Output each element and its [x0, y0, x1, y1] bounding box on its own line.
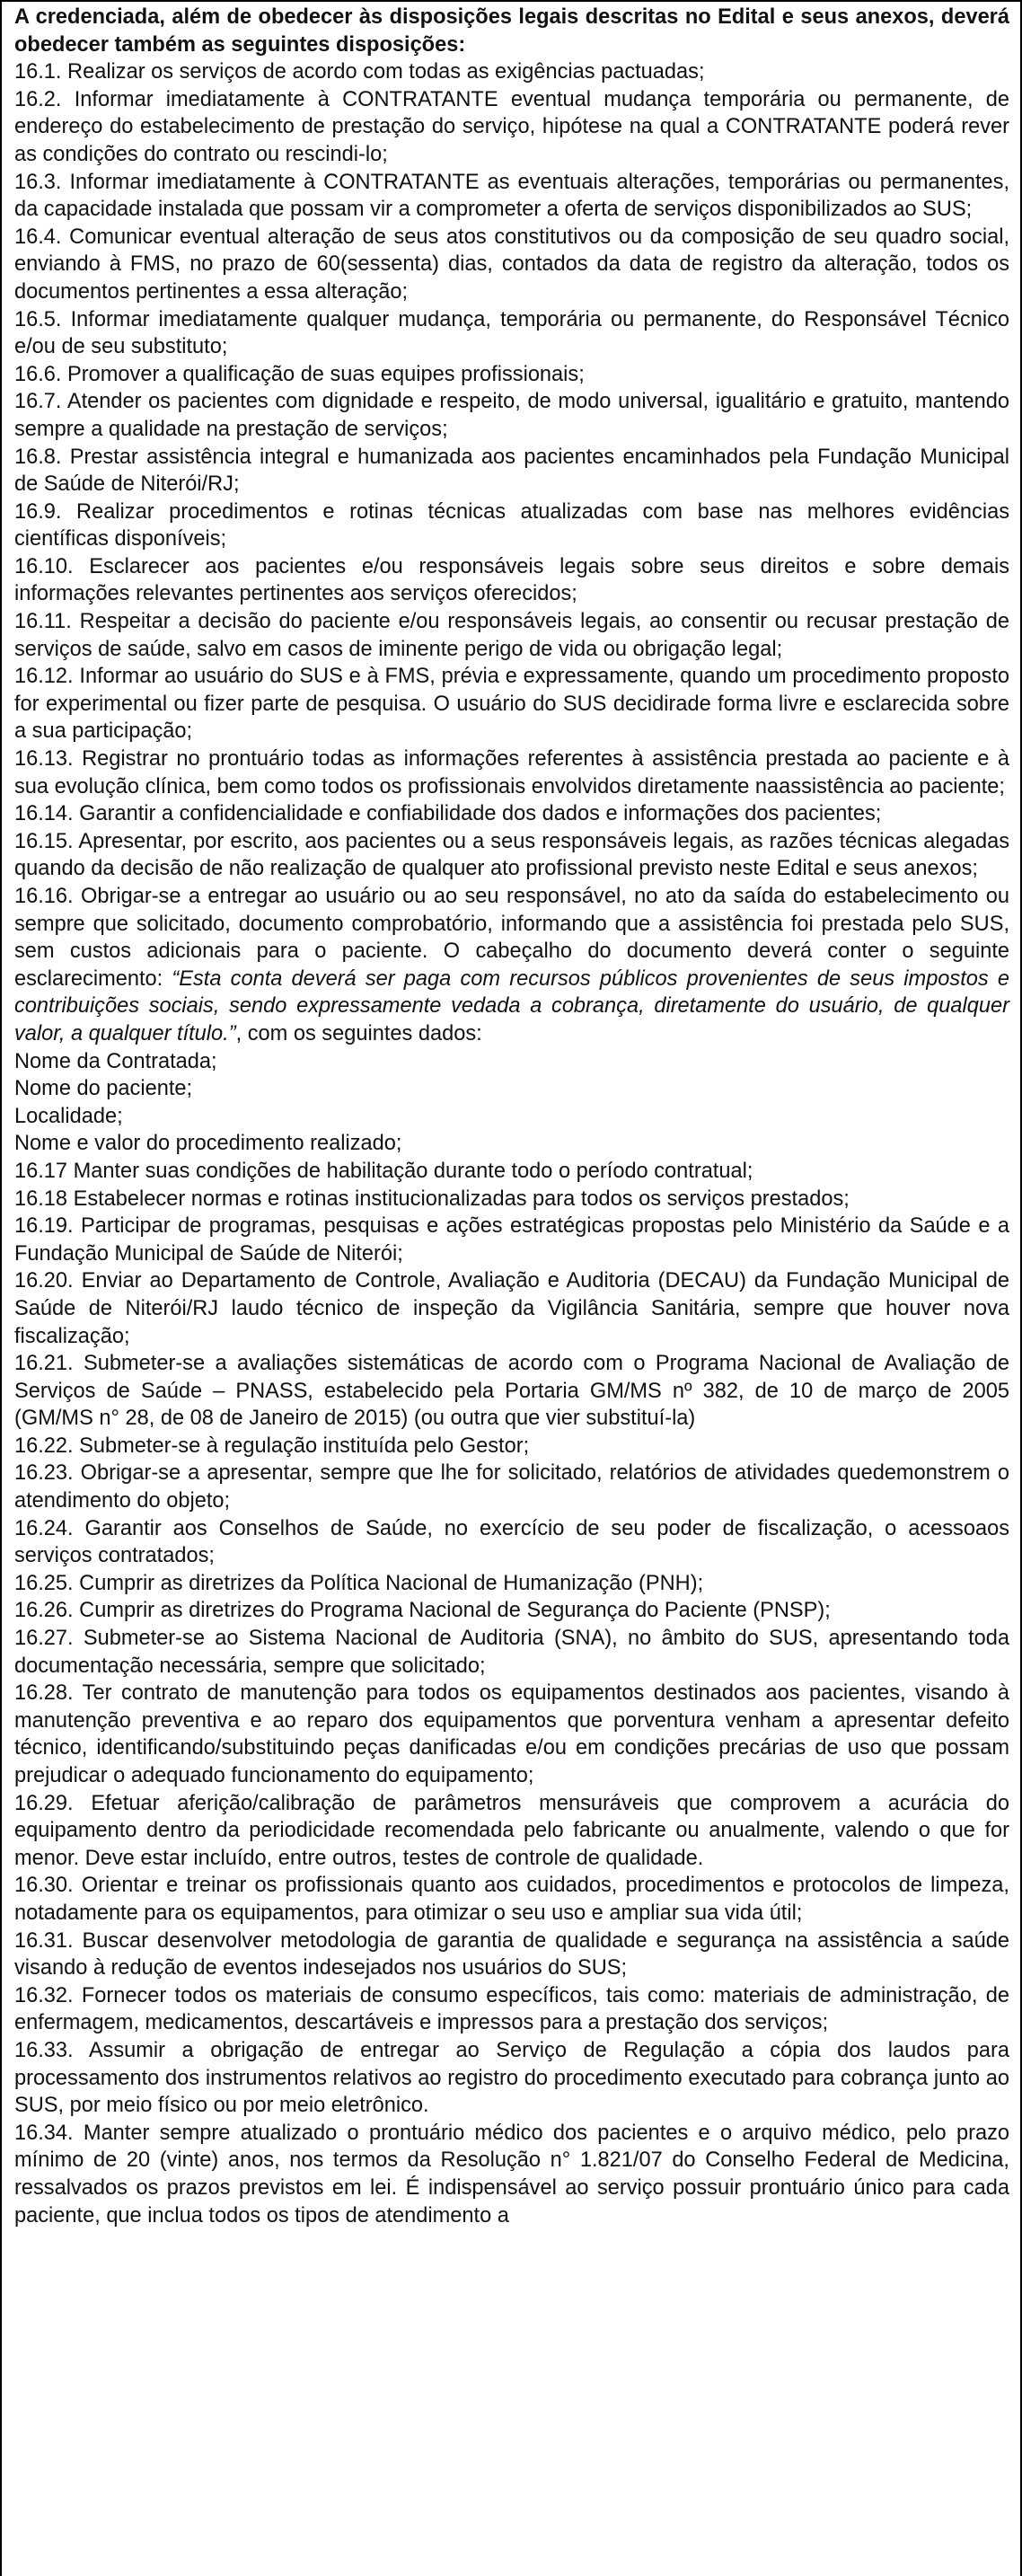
provision-text: 16.13. Registrar no prontuário todas as informações referentes à assistência prestada ao paciente e à sua evolução clínica, bem como todos os profissionais envolvidos diretamente naassistência ao paciente; — [14, 747, 1009, 798]
provision-item — [14, 1075, 1009, 1103]
provision-text: 16.21. Submeter-se a avaliações sistemáticas de acordo com o Programa Nacional de Avaliação de Serviços de Saúde – PNASS, estabelecido pela Portaria GM/MS nº 382, de 10 de março de 2005 (GM/MS n° 28, de 08 de Janeiro de 2015) (ou outra que vier substituí-la) — [14, 1352, 1009, 1431]
provision-item — [14, 1982, 1009, 2037]
provision-item — [14, 1570, 1009, 1598]
provision-item — [14, 1515, 1009, 1570]
provision-item — [14, 883, 1009, 1048]
provision-item — [14, 1625, 1009, 1680]
provision-item — [14, 1103, 1009, 1131]
provision-item — [14, 1130, 1009, 1158]
provision-item — [14, 86, 1009, 169]
provision-text: 16.8. Prestar assistência integral e humanizada aos pacientes encaminhados pela Fundação Municipal de Saúde de Niterói/RJ; — [14, 445, 1009, 497]
provision-item — [14, 1048, 1009, 1076]
provision-item — [14, 361, 1009, 389]
provision-text: 16.24. Garantir aos Conselhos de Saúde, no exercício de seu poder de fiscalização, o acessoaos serviços contratados; — [14, 1516, 1009, 1568]
provision-item — [14, 663, 1009, 745]
provision-text: 16.10. Esclarecer aos pacientes e/ou responsáveis legais sobre seus direitos e sobre demais informações relevantes pertinentes aos serviços oferecidos; — [14, 554, 1009, 606]
provision-text: Nome e valor do procedimento realizado; — [14, 1132, 402, 1156]
provision-item — [14, 1597, 1009, 1625]
provision-text: 16.11. Respeitar a decisão do paciente e/ou responsáveis legais, ao consentir ou recusar prestação de serviços de saúde, salvo em casos de iminente perigo de vida ou obrigação legal; — [14, 610, 1009, 661]
provision-item — [14, 745, 1009, 800]
provision-text: 16.1. Realizar os serviços de acordo com todas as exigências pactuadas; — [14, 60, 705, 84]
provision-text: 16.30. Orientar e treinar os profissionais quanto aos cuidados, procedimentos e protocolos de limpeza, notadamente para os equipamentos, para otimizar o seu uso e ampliar sua vida útil; — [14, 1874, 1009, 1925]
provision-text: 16.4. Comunicar eventual alteração de seus atos constitutivos ou da composição de seu quadro social, enviando à FMS, no prazo de 60(sessenta) dias, contados da data de registro da alteração, todos os documentos pertinentes a essa alteração; — [14, 225, 1009, 304]
provision-item — [14, 1158, 1009, 1186]
provision-text: 16.9. Realizar procedimentos e rotinas técnicas atualizadas com base nas melhores evidências científicas disponíveis; — [14, 499, 1009, 551]
provision-text: 16.31. Buscar desenvolver metodologia de garantia de qualidade e segurança na assistência a saúde visando à redução de eventos indesejados nos usuários do SUS; — [14, 1928, 1009, 1981]
provision-item — [14, 828, 1009, 883]
provision-text: 16.25. Cumprir as diretrizes da Política Nacional de Humanização (PNH); — [14, 1571, 704, 1595]
provision-text: 16.19. Participar de programas, pesquisas e ações estratégicas propostas pelo Ministério da Saúde e a Fundação Municipal de Saúde de Niterói; — [14, 1214, 1009, 1266]
provision-text: 16.3. Informar imediatamente à CONTRATANTE as eventuais alterações, temporárias ou permanentes, da capacidade instalada que possam vir a comprometer a oferta de serviços disponibilizados ao SUS; — [14, 170, 1009, 222]
provision-text: 16.27. Submeter-se ao Sistema Nacional de Auditoria (SNA), no âmbito do SUS, apresentando toda documentação necessária, sempre que solicitado; — [14, 1627, 1009, 1678]
provision-item — [14, 553, 1009, 608]
provision-text: 16.28. Ter contrato de manutenção para todos os equipamentos destinados aos pacientes, visando à manutenção preventiva e ao reparo dos equipamentos que porventura venham a apresentar defeito técnico, identificando/substituindo peças danificadas e/ou em condições precárias de uso que possam prejudicar o adequado funcionamento do equipamento; — [14, 1681, 1009, 1787]
provision-text: 16.23. Obrigar-se a apresentar, sempre que lhe for solicitado, relatórios de atividades quedemonstrem o atendimento do objeto; — [14, 1461, 1009, 1513]
provision-item — [14, 1680, 1009, 1789]
provision-text: 16.32. Fornecer todos os materiais de consumo específicos, tais como: materiais de administração, de enfermagem, medicamentos, descartáveis e impressos para a prestação dos serviços; — [14, 1983, 1009, 2035]
provision-item — [14, 608, 1009, 663]
provision-italic-quote: “Esta conta deverá ser paga com recursos públicos provenientes de seus impostos e contribuições sociais, sendo expressamente vedada a cobrança, diretamente do usuário, de qualquer valor, a qualquer título.” — [14, 966, 1010, 1045]
provision-item — [14, 1213, 1009, 1267]
provision-text: 16.5. Informar imediatamente qualquer mudança, temporária ou permanente, do Responsável Técnico e/ou de seu substituto; — [14, 307, 1009, 359]
provision-text: 16.26. Cumprir as diretrizes do Programa Nacional de Segurança do Paciente (PNSP); — [14, 1599, 831, 1623]
provision-text: 16.22. Submeter-se à regulação instituída pelo Gestor; — [14, 1434, 530, 1458]
provision-text: Nome do paciente; — [14, 1077, 193, 1101]
provision-text: Localidade; — [14, 1104, 123, 1128]
provision-item — [14, 444, 1009, 498]
provision-text-continuation: , com os seguintes dados: — [235, 1021, 482, 1045]
provision-text: 16.33. Assumir a obrigação de entregar ao Serviço de Regulação a cópia dos laudos para processamento dos instrumentos relativos ao registro do procedimento executado para cobrança junto ao SUS, por meio físico ou por meio eletrônico. — [14, 2038, 1009, 2118]
provision-item — [14, 1433, 1009, 1460]
provision-text: 16.2. Informar imediatamente à CONTRATANTE eventual mudança temporária ou permanente, de endereço do estabelecimento de prestação do serviço, hipótese na qual a CONTRATANTE poderá rever as condições do contrato ou rescindi-lo; — [14, 87, 1009, 166]
provision-item — [14, 388, 1009, 443]
provision-item — [14, 1790, 1009, 1873]
provision-text: 16.34. Manter sempre atualizado o prontuário médico dos pacientes e o arquivo médico, pelo prazo mínimo de 20 (vinte) anos, nos termos da Resolução n° 1.821/07 do Conselho Federal de Medicina, ressalvados os prazos previstos em lei. É indispensável ao serviço possuir prontuário único para cada paciente, que inclua todos os tipos de atendimento a — [14, 2121, 1009, 2228]
provision-text: 16.29. Efetuar aferição/calibração de parâmetros mensuráveis que comprovem a acurácia do equipamento dentro da periodicidade recomendada pelo fabricante ou anualmente, valendo o que for menor. Deve estar incluído, entre outros, testes de controle de qualidade. — [14, 1791, 1009, 1870]
provision-text: Nome da Contratada; — [14, 1049, 217, 1073]
provision-text: 16.6. Promover a qualificação de suas equipes profissionais; — [14, 362, 585, 386]
provision-item — [14, 169, 1009, 224]
provision-item — [14, 224, 1009, 306]
provision-text: 16.14. Garantir a confidencialidade e confiabilidade dos dados e informações dos pacientes; — [14, 802, 882, 826]
provision-item — [14, 800, 1009, 828]
provision-item — [14, 1186, 1009, 1213]
provision-item — [14, 1267, 1009, 1350]
provision-item — [14, 2037, 1009, 2120]
provision-item — [14, 58, 1009, 86]
provisions-list — [14, 58, 1009, 2229]
document-heading: A credenciada, além de obedecer às disposições legais descritas no Edital e seus anexos, deverá obedecer também as seguintes disposições: — [14, 5, 1009, 57]
provision-item — [14, 1350, 1009, 1433]
provision-text: 16.12. Informar ao usuário do SUS e à FMS, prévia e expressamente, quando um procedimento proposto for experimental ou fizer parte de pesquisa. O usuário do SUS decidirade forma livre e esclarecida sobre a sua participação; — [14, 665, 1009, 744]
provision-item — [14, 498, 1009, 553]
provision-text: 16.17 Manter suas condições de habilitação durante todo o período contratual; — [14, 1159, 753, 1183]
provision-text: 16.15. Apresentar, por escrito, aos pacientes ou a seus responsáveis legais, as razões técnicas alegadas quando da decisão de não realização de qualquer ato profissional previsto neste Edital e seus anexos; — [14, 829, 1009, 881]
provision-item — [14, 1928, 1009, 1982]
provision-text: 16.20. Enviar ao Departamento de Controle, Avaliação e Auditoria (DECAU) da Fundação Municipal de Saúde de Niterói/RJ laudo técnico de inspeção da Vigilância Sanitária, sempre que houver nova fiscalização; — [14, 1269, 1009, 1348]
provision-item — [14, 2120, 1009, 2229]
provision-item — [14, 306, 1009, 361]
provision-item — [14, 1872, 1009, 1927]
provision-text: 16.16. Obrigar-se a entregar ao usuário ou ao seu responsável, no ato da saída do estabelecimento ou sempre que solicitado, documento comprobatório, informando que a assistência foi prestada pelo SUS, sem custos adicionais para o paciente. O cabeçalho do documento deverá conter o seguinte esclarecimento: — [14, 885, 1009, 991]
provision-text: 16.18 Estabelecer normas e rotinas institucionalizadas para todos os serviços prestados; — [14, 1187, 850, 1211]
provision-item — [14, 1460, 1009, 1514]
provision-text: 16.7. Atender os pacientes com dignidade e respeito, de modo universal, igualitário e gratuito, mantendo sempre a qualidade na prestação de serviços; — [14, 390, 1009, 441]
